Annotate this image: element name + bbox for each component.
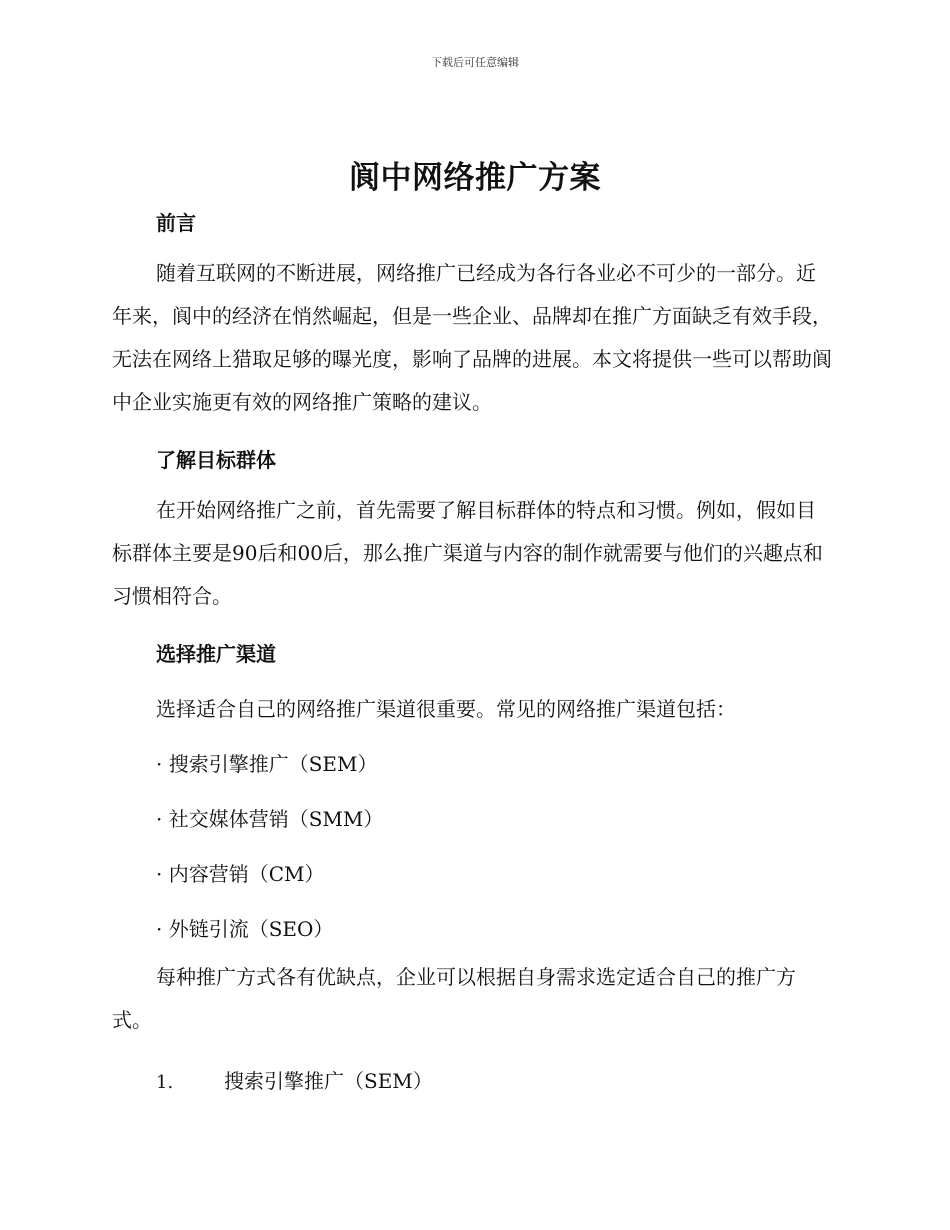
page-header-note: 下载后可任意编辑	[431, 56, 519, 69]
paragraph-preface: 随着互联网的不断进展，网络推广已经成为各行各业必不可少的一部分。近年来，阆中的经济在悄然崛起，但是一些企业、品牌却在推广方面缺乏有效手段，无法在网络上猎取足够的曝光度，影响了品牌的进展。本文将提供一些可以帮助阆中企业实施更有效的网络推广策略的建议。	[112, 261, 832, 414]
channels-intro: 选择适合自己的网络推广渠道很重要。常见的网络推广渠道包括：	[156, 697, 736, 721]
section-heading-audience: 了解目标群体	[156, 448, 276, 472]
bullet-item: · 搜索引擎推广（SEM）	[156, 752, 378, 776]
paragraph-channels-closing: 每种推广方式各有优缺点，企业可以根据自身需求选定适合自己的推广方式。	[112, 965, 796, 1032]
section-heading-channels: 选择推广渠道	[156, 642, 276, 666]
document-title: 阆中网络推广方案	[349, 160, 601, 196]
list-number: 1.	[156, 1072, 174, 1093]
numbered-list-item	[156, 1065, 433, 1094]
list-item-text: 搜索引擎推广（SEM）	[224, 1069, 433, 1093]
paragraph-audience: 在开始网络推广之前，首先需要了解目标群体的特点和习惯。例如，假如目标群体主要是90后和00后，那么推广渠道与内容的制作就需要与他们的兴趣点和习惯相符合。	[112, 498, 823, 608]
bullet-item: · 外链引流（SEO）	[156, 917, 334, 941]
section-heading-preface: 前言	[156, 211, 196, 235]
bullet-item: · 社交媒体营销（SMM）	[156, 807, 384, 831]
bullet-item: · 内容营销（CM）	[156, 862, 325, 886]
